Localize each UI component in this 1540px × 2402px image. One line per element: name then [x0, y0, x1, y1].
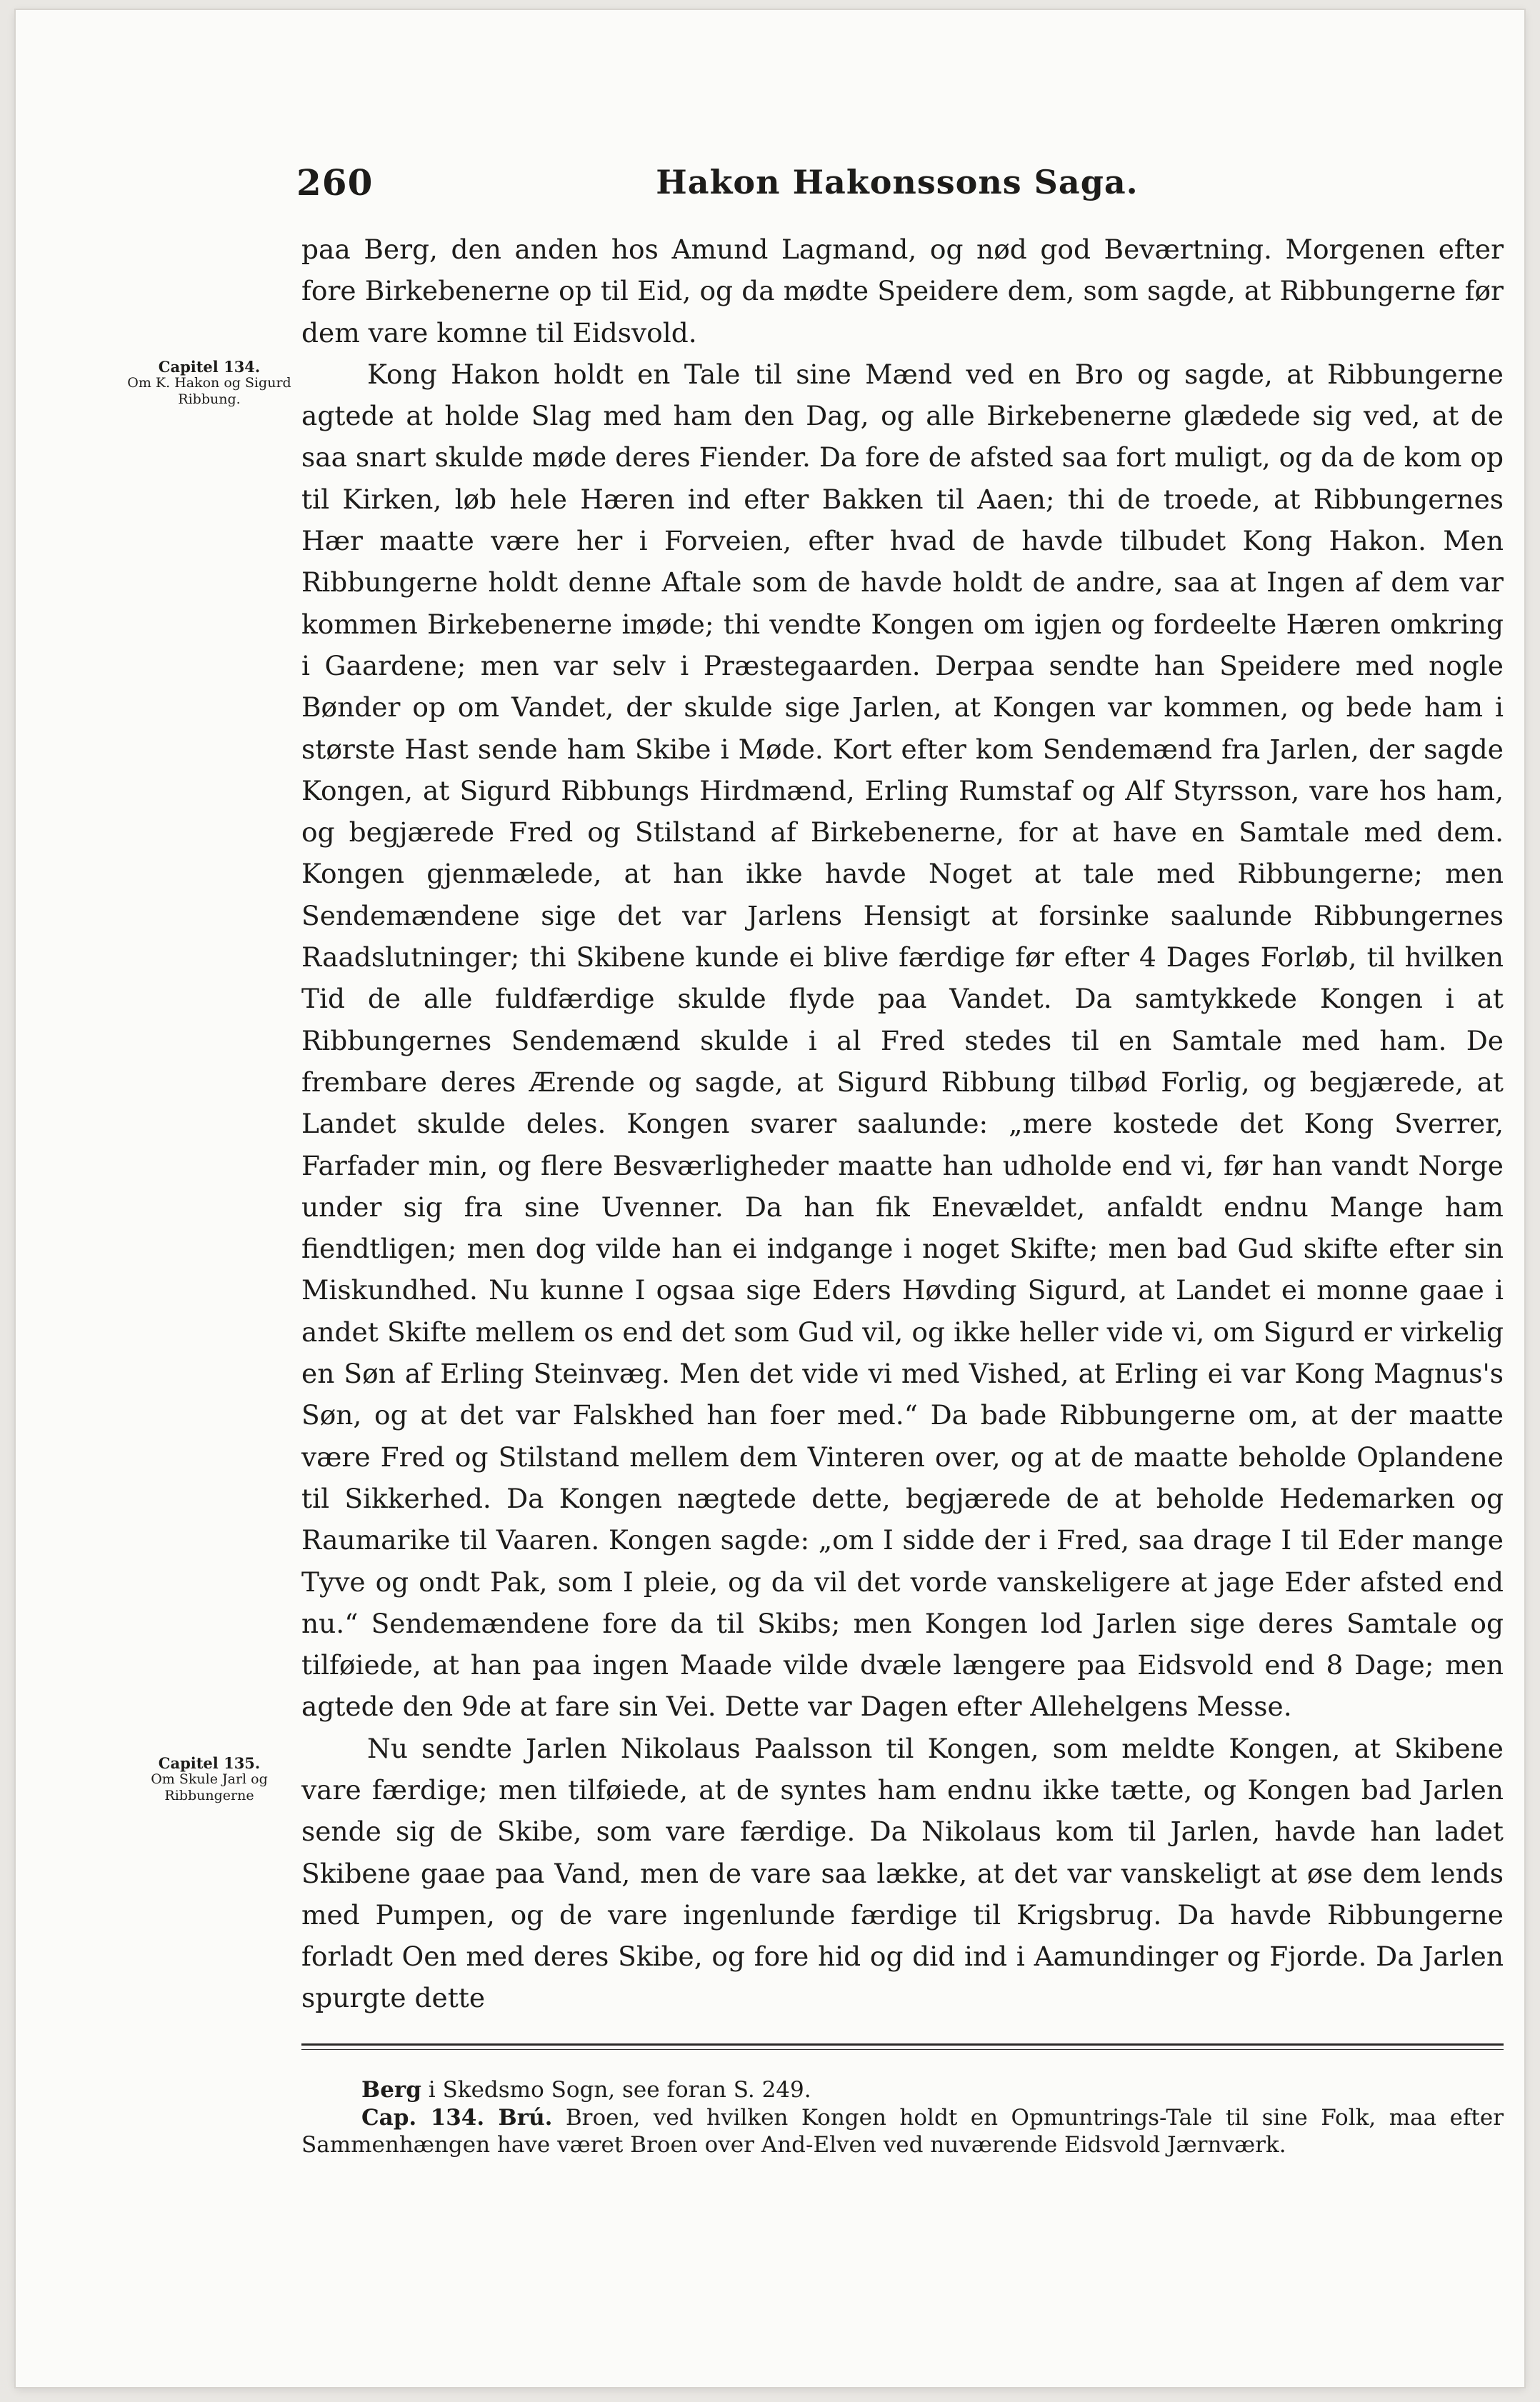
footnote [301, 2076, 1504, 2104]
footnote-key: Cap. 134. Brú. [361, 2104, 553, 2131]
margin-note-label: Capitel 135. [158, 1754, 261, 1772]
page-header [284, 157, 1511, 207]
running-title: Hakon Hakonssons Saga. [656, 163, 1139, 201]
page-number: 260 [296, 161, 374, 204]
margin-note-chapter-134 [123, 359, 296, 408]
paragraph-chapter-134: Kong Hakon holdt en Tale til sine Mænd ved en Bro og sagde, at Ribbungerne agtede at holde Slag med ham den Dag, og alle Birkebenerne glædede sig ved, at de saa snart skulde møde deres Fiender. Da fore de afsted saa fort muligt, og da de kom op til Kirken, løb hele Hæren ind efter Bakken til Aaen; thi de troede, at Ribbungernes Hær maatte være her i Forveien, efter hvad de havde tilbudet Kong Hakon. Men Ribbungerne holdt denne Aftale som de havde holdt de andre, saa at Ingen af dem var kommen Birkebenerne imøde; thi vendte Kongen om igjen og fordeelte Hæren omkring i Gaardene; men var selv i Præstegaarden. Derpaa sendte han Speidere med nogle Bønder op om Vandet, der skulde sige Jarlen, at Kongen var kommen, og bede ham i største Hast sende ham Skibe i Møde. Kort efter kom Sendemænd fra Jarlen, der sagde Kongen, at Sigurd Ribbungs Hirdmænd, Erling Rumstaf og Alf Styrsson, vare hos ham, og begjærede Fred og Stilstand af Birkebenerne, for at have en Samtale med dem. Kongen gjenmælede, at han ikke havde Noget at tale med Ribbungerne; men Sendemændene sige det var Jarlens Hensigt at forsinke saalunde Ribbungernes Raadslutninger; thi Skibene kunde ei blive færdige før efter 4 Dages Forløb, til hvilken Tid de alle fuldfærdige skulde flyde paa Vandet. Da samtykkede Kongen i at Ribbungernes Sendemænd skulde i al Fred stedes til en Samtale med ham. De frembare deres Ærende og sagde, at Sigurd Ribbung tilbød Forlig, og begjærede, at Landet skulde deles. Kongen svarer saalunde: „mere kostede det Kong Sverrer, Farfader min, og flere Besværligheder maatte han udholde end vi, før han vandt Norge under sig fra sine Uvenner. Da han fik Enevældet, anfaldt endnu Mange ham fiendtligen; men dog vilde han ei indgange i noget Skifte; men bad Gud skifte efter sin Miskundhed. Nu kunne I ogsaa sige Eders Høvding Sigurd, at Landet ei monne gaae i andet Skifte mellem os end det som Gud vil, og ikke heller vide vi, om Sigurd er virkelig en Søn af Erling Steinvæg. Men det vide vi med Vished, at Erling ei var Kong Magnus's Søn, og at det var Falskhed han foer med.“ Da bade Ribbungerne om, at der maatte være Fred og Stilstand mellem dem Vinteren over, og at de maatte beholde Oplandene til Sikkerhed. Da Kongen nægtede dette, begjærede de at beholde Hedemarken og Raumarike til Vaaren. Kongen sagde: „om I sidde der i Fred, saa drage I til Eder mange Tyve og ondt Pak, som I pleie, og da vil det vorde vanskeligere at jage Eder afsted end nu.“ Sendemændene fore da til Skibs; men Kongen lod Jarlen sige deres Samtale og tilføiede, at han paa ingen Maade vilde dvæle længere paa Eidsvold end 8 Dage; men agtede den 9de at fare sin Vei. Dette var Dagen efter Allehelgens Messe. [301, 358, 1504, 1723]
margin-note-label: Capitel 134. [158, 358, 261, 376]
body-text [301, 229, 1504, 2019]
book-page [16, 10, 1524, 2387]
footnote-text: i Skedsmo Sogn, see foran S. 249. [428, 2077, 811, 2103]
margin-note-text: Om K. Hakon og Sigurd Ribbung. [127, 375, 291, 407]
footnote-key: Berg [361, 2077, 421, 2103]
footnote-text: Broen, ved hvilken Kongen holdt en Opmuntrings-Tale til sine Folk, maa efter Sammenhængen have været Broen over And-Elven ved nuværende Eidsvold Jærnværk. [301, 2104, 1504, 2158]
footnotes [301, 2076, 1504, 2159]
paragraph-continued: paa Berg, den anden hos Amund Lagmand, og nød god Beværtning. Morgenen efter fore Birkebenerne op til Eid, og da mødte Speidere dem, som sagde, at Ribbungerne før dem vare komne til Eidsvold. [301, 234, 1504, 349]
margin-note-chapter-135 [123, 1755, 296, 1804]
margin-note-text: Om Skule Jarl og Ribbungerne [151, 1771, 268, 1803]
footnote [301, 2104, 1504, 2159]
paragraph-chapter-135: Nu sendte Jarlen Nikolaus Paalsson til Kongen, som meldte Kongen, at Skibene vare færdige; men tilføiede, at de syntes ham endnu ikke tætte, og Kongen bad Jarlen sende sig de Skibe, som vare færdige. Da Nikolaus kom til Jarlen, havde han ladet Skibene gaae paa Vand, men de vare saa lække, at det var vanskeligt at øse dem lends med Pumpen, og de vare ingenlunde færdige til Krigsbrug. Da havde Ribbungerne forladt Oen med deres Skibe, og fore hid og did ind i Aamundinger og Fjorde. Da Jarlen spurgte dette [301, 1732, 1504, 2014]
footnote-divider [301, 2043, 1504, 2050]
